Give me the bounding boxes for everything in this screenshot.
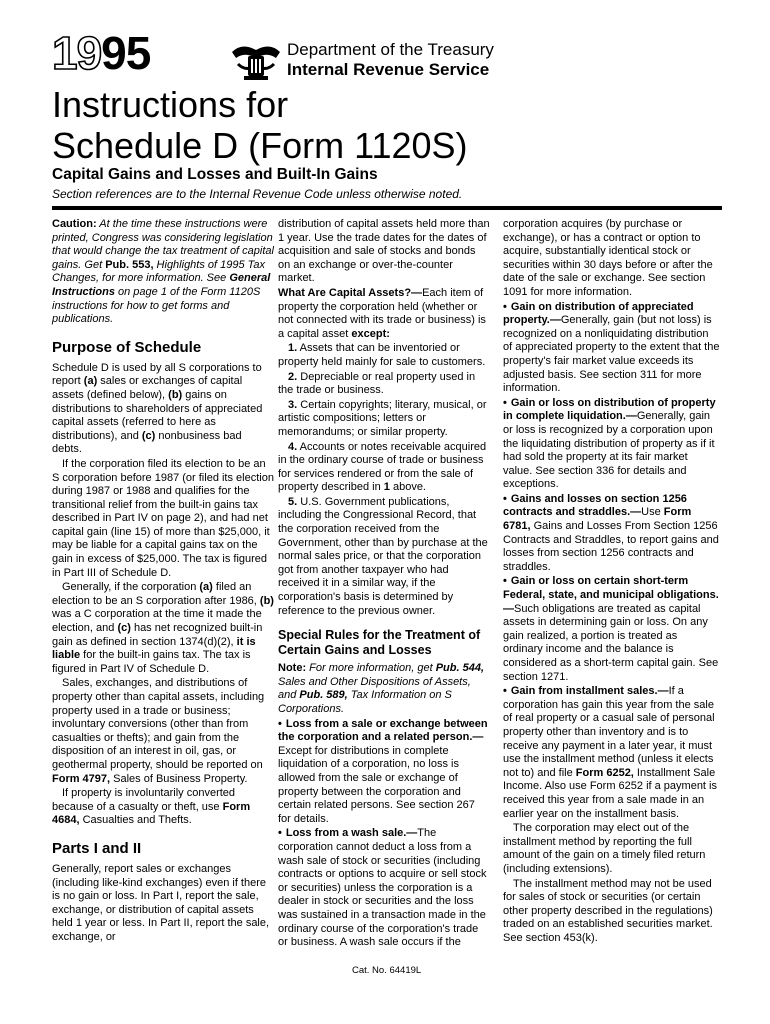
caution-text: Highlights of 1995 Tax Changes, for more information. See [52, 258, 265, 285]
text: Use [641, 506, 664, 519]
caution-paragraph [52, 218, 274, 327]
text: Such obligations are treated as capital assets in determining gain or loss. On any gain realized, a portion is treated as ordinary income and the balance is considered as a short-term capital gain. See section 1271. [503, 602, 719, 683]
paragraph [52, 581, 274, 676]
agency-name: Internal Revenue Service [287, 60, 490, 79]
text: (c) [117, 622, 131, 635]
caution-text: on page 1 of the Form 1120S instructions for how to get forms and publications. [52, 285, 261, 326]
text: Generally, gain or loss is recognized by a corporation upon the liquidating distribution of property as if it had sold the property at its fair market value. See section 336 for details and exceptions. [503, 410, 715, 491]
department-name: Department of the Treasury [287, 40, 494, 59]
capital-assets-label: What Are Capital Assets?— [278, 286, 423, 299]
text: except: [351, 327, 390, 340]
text: (b) [259, 594, 274, 607]
irs-eagle-logo-icon [228, 38, 284, 82]
text: gains on distributions to shareholders of appreciated capital assets (referred to here as distributions), and [52, 388, 263, 442]
paragraph: The installment method may not be used for sales of stock or securities (or certain other property described in the regulations) traded on an established securities market. See section 453(k). [503, 877, 713, 944]
caution-general-instructions-ref: General Instructions [52, 272, 271, 298]
item-number: 2. [288, 370, 298, 383]
title-line-2: Schedule D (Form 1120S) [52, 125, 468, 166]
paragraph [52, 677, 274, 786]
year-solid-digits: 95 [101, 27, 151, 79]
year-outline-digits: 19 [52, 27, 102, 79]
bullet-label: Gain or loss on certain short-term Federal, state, and municipal obligations.— [503, 575, 719, 615]
form-4684-ref: Form 4684, [52, 800, 251, 827]
text: Generally, if the corporation [62, 581, 200, 594]
bullet-label: Gain or loss on distribution of property in complete liquidation.— [503, 396, 716, 423]
paragraph [52, 362, 274, 457]
text-column-1 [52, 218, 274, 946]
paragraph: The corporation may elect out of the installment method by reporting the full amount of the gain on a timely filed return (including extensions). [503, 822, 706, 875]
page-subtitle: Capital Gains and Losses and Built-In Gains [52, 166, 378, 183]
text: Except for distributions in complete liquidation of a corporation, no loss is allowed from the sale or exchange of property between the corporation and certain related persons. See section 267 for details. [278, 744, 475, 825]
bullet-item [503, 301, 720, 396]
pub-589-ref: Pub. 589, [299, 689, 348, 702]
text: U.S. Government publications, including the Congressional Record, that the corporation received from the Government, other than by purchase at the normal sales price, or that the corporation got from another taxpayer who had received it in a similar way, if the corporation's basis is determined by reference to the previous owner. [278, 495, 488, 617]
list-item [278, 399, 490, 440]
bullet-item [278, 718, 490, 827]
item-number: 1. [288, 342, 298, 355]
form-6252-ref: Form 6252, [575, 766, 634, 779]
item-number: 3. [288, 398, 298, 411]
paragraph: distribution of capital assets held more than 1 year. Use the trade dates for the dates of acquisition and sale of stocks and bonds on an exchange or over-the-counter market. [278, 218, 490, 285]
text: has net recognized built-in gain as defined in section 1374(d)(2), [52, 622, 263, 648]
form-6781-ref: Form 6781, [503, 506, 692, 533]
paragraph: corporation acquires (by purchase or exchange), or has a contract or option to acquire, substantially identical stock or securities within 30 days before or after the date of the sale or exchange. See section 1091 for more information. [503, 218, 713, 298]
text: Certain copyrights; literary, musical, or artistic compositions; letters or memorandums; or similar property. [278, 398, 487, 438]
text: Sales, exchanges, and distributions of property other than capital assets, including property used in a trade or business; involuntary conversions (other than from casualties or thefts); and gain from the disposition of an interest in oil, gas, or geothermal property, should be reported on [52, 677, 265, 771]
heading-parts-i-and-ii: Parts I and II [52, 839, 142, 857]
bullet-item [503, 575, 720, 684]
bullet-label: Loss from a wash sale.— [285, 827, 418, 840]
heading-purpose-of-schedule: Purpose of Schedule [52, 338, 202, 356]
catalog-number: Cat. No. 64419L [352, 965, 422, 976]
item-number: 5. [288, 495, 298, 508]
list-item [278, 496, 490, 618]
paragraph [52, 787, 274, 828]
caution-text: At the time these instructions were printed, Congress was considering legislation that would change the tax treatment of capital gains. Get [52, 218, 274, 271]
text: (c) [141, 429, 156, 442]
text: it is liable [52, 635, 256, 662]
bullet-item [503, 493, 720, 575]
text: Gains and Losses From Section 1256 Contracts and Straddles, to report gains and losses from section 1256 contracts and straddles. [503, 520, 719, 573]
text: Tax Information on S Corporations. [278, 689, 452, 715]
form-4797-ref: Form 4797, [52, 772, 111, 785]
caution-pub-ref: Pub. 553, [105, 258, 154, 271]
text: for the built-in gains tax. The tax is figured in Part IV of Schedule D. [52, 649, 251, 675]
page-title [52, 84, 468, 166]
text: 1 [383, 481, 390, 494]
text: Sales and Other Dispositions of Assets, and [278, 675, 471, 702]
heading-special-rules: Special Rules for the Treatment of Certain Gains and Losses [278, 628, 481, 658]
text: Each item of property the corporation held (whether or not connected with its trade or business) is a capital asset [278, 286, 486, 340]
text: Generally, gain (but not loss) is recognized on a nonliquidating distribution of appreciated property to the extent that the property's fair market value exceeds its adjusted basis. See section 311 for more information. [503, 314, 720, 395]
text: Depreciable or real property used in the trade or business. [278, 370, 476, 397]
text: Installment Sale Income. Also use Form 6252 if a payment is received this year from a sale made in an earlier year on the installment basis. [503, 766, 717, 820]
text-column-2 [278, 218, 490, 951]
text: (b) [168, 388, 183, 401]
text: Casualties and Thefts. [79, 814, 192, 827]
text: (a) [83, 375, 98, 388]
title-line-1: Instructions for [52, 84, 289, 125]
text: sales or exchanges of capital assets (defined below), [52, 375, 243, 401]
note-paragraph [278, 662, 490, 716]
text: For more information, get [306, 662, 436, 675]
paragraph [278, 287, 490, 341]
text: If a corporation has gain this year from the sale of real property or a casual sale of personal property other than inventory and is to receive any payment in a later year, it must use the installment method (unless it elects not to) and file [503, 685, 715, 779]
section-reference-note: Section references are to the Internal Revenue Code unless otherwise noted. [52, 187, 463, 201]
list-item [278, 441, 490, 495]
bullet-item [278, 827, 490, 949]
bullet-label: Gain on distribution of appreciated property.— [503, 300, 694, 327]
bullet-label: Gain from installment sales.— [510, 685, 669, 698]
text: Assets that can be inventoried or property held mainly for sale to customers. [278, 342, 486, 368]
text: The corporation cannot deduct a loss from a wash sale of stock or securities (including contracts or options to acquire or sell stock or securities) unless the corporation is a dealer in stock or securities and the loss was sustained in a transaction made in the ordinary course of the corporation's trade or business. A wash sale occurs if the [278, 827, 487, 949]
item-number: 4. [288, 440, 298, 453]
text: nonbusiness bad debts. [52, 429, 242, 456]
header-rule [52, 206, 722, 210]
bullet-label: Gains and losses on section 1256 contracts and straddles.— [503, 492, 687, 519]
text: Accounts or notes receivable acquired in the ordinary course of trade or business for services rendered or from the sale of property described in [278, 440, 487, 494]
pub-544-ref: Pub. 544, [435, 662, 485, 675]
text: above. [389, 481, 426, 494]
text: Sales of Business Property. [110, 772, 248, 785]
text-column-3 [503, 218, 720, 946]
note-label: Note: [278, 662, 307, 675]
year-mark [52, 27, 151, 79]
text: filed an election to be an S corporation after 1986, [52, 581, 260, 607]
text: was a C corporation at the time it made the election, and [52, 608, 262, 635]
text: (a) [199, 581, 213, 594]
list-item [278, 371, 490, 398]
bullet-item [503, 397, 720, 492]
text: If property is involuntarily converted because of a casualty or theft, use [52, 787, 236, 813]
text: Schedule D is used by all S corporations to report [52, 361, 262, 388]
paragraph: If the corporation filed its election to be an S corporation before 1987 (or filed its election during 1987 or 1988 and qualifies for the transitional relief from the built-in gains tax described in Part IV on page 2), and had net capital gain (line 15) of more than $25,000, it may be liable for a capital gains tax on the gain in excess of $25,000. The tax is figured in Part III of Schedule D. [52, 457, 274, 579]
paragraph: Generally, report sales or exchanges (including like-kind exchanges) even if there is no gain or loss. In Part I, report the sale, exchange, or distribution of capital assets held 1 year or less. In Part II, report the sale, exchange, or [52, 862, 270, 943]
list-item [278, 342, 490, 369]
caution-label: Caution: [52, 218, 97, 230]
bullet-item [503, 685, 720, 821]
bullet-label: Loss from a sale or exchange between the corporation and a related person.— [278, 717, 488, 744]
